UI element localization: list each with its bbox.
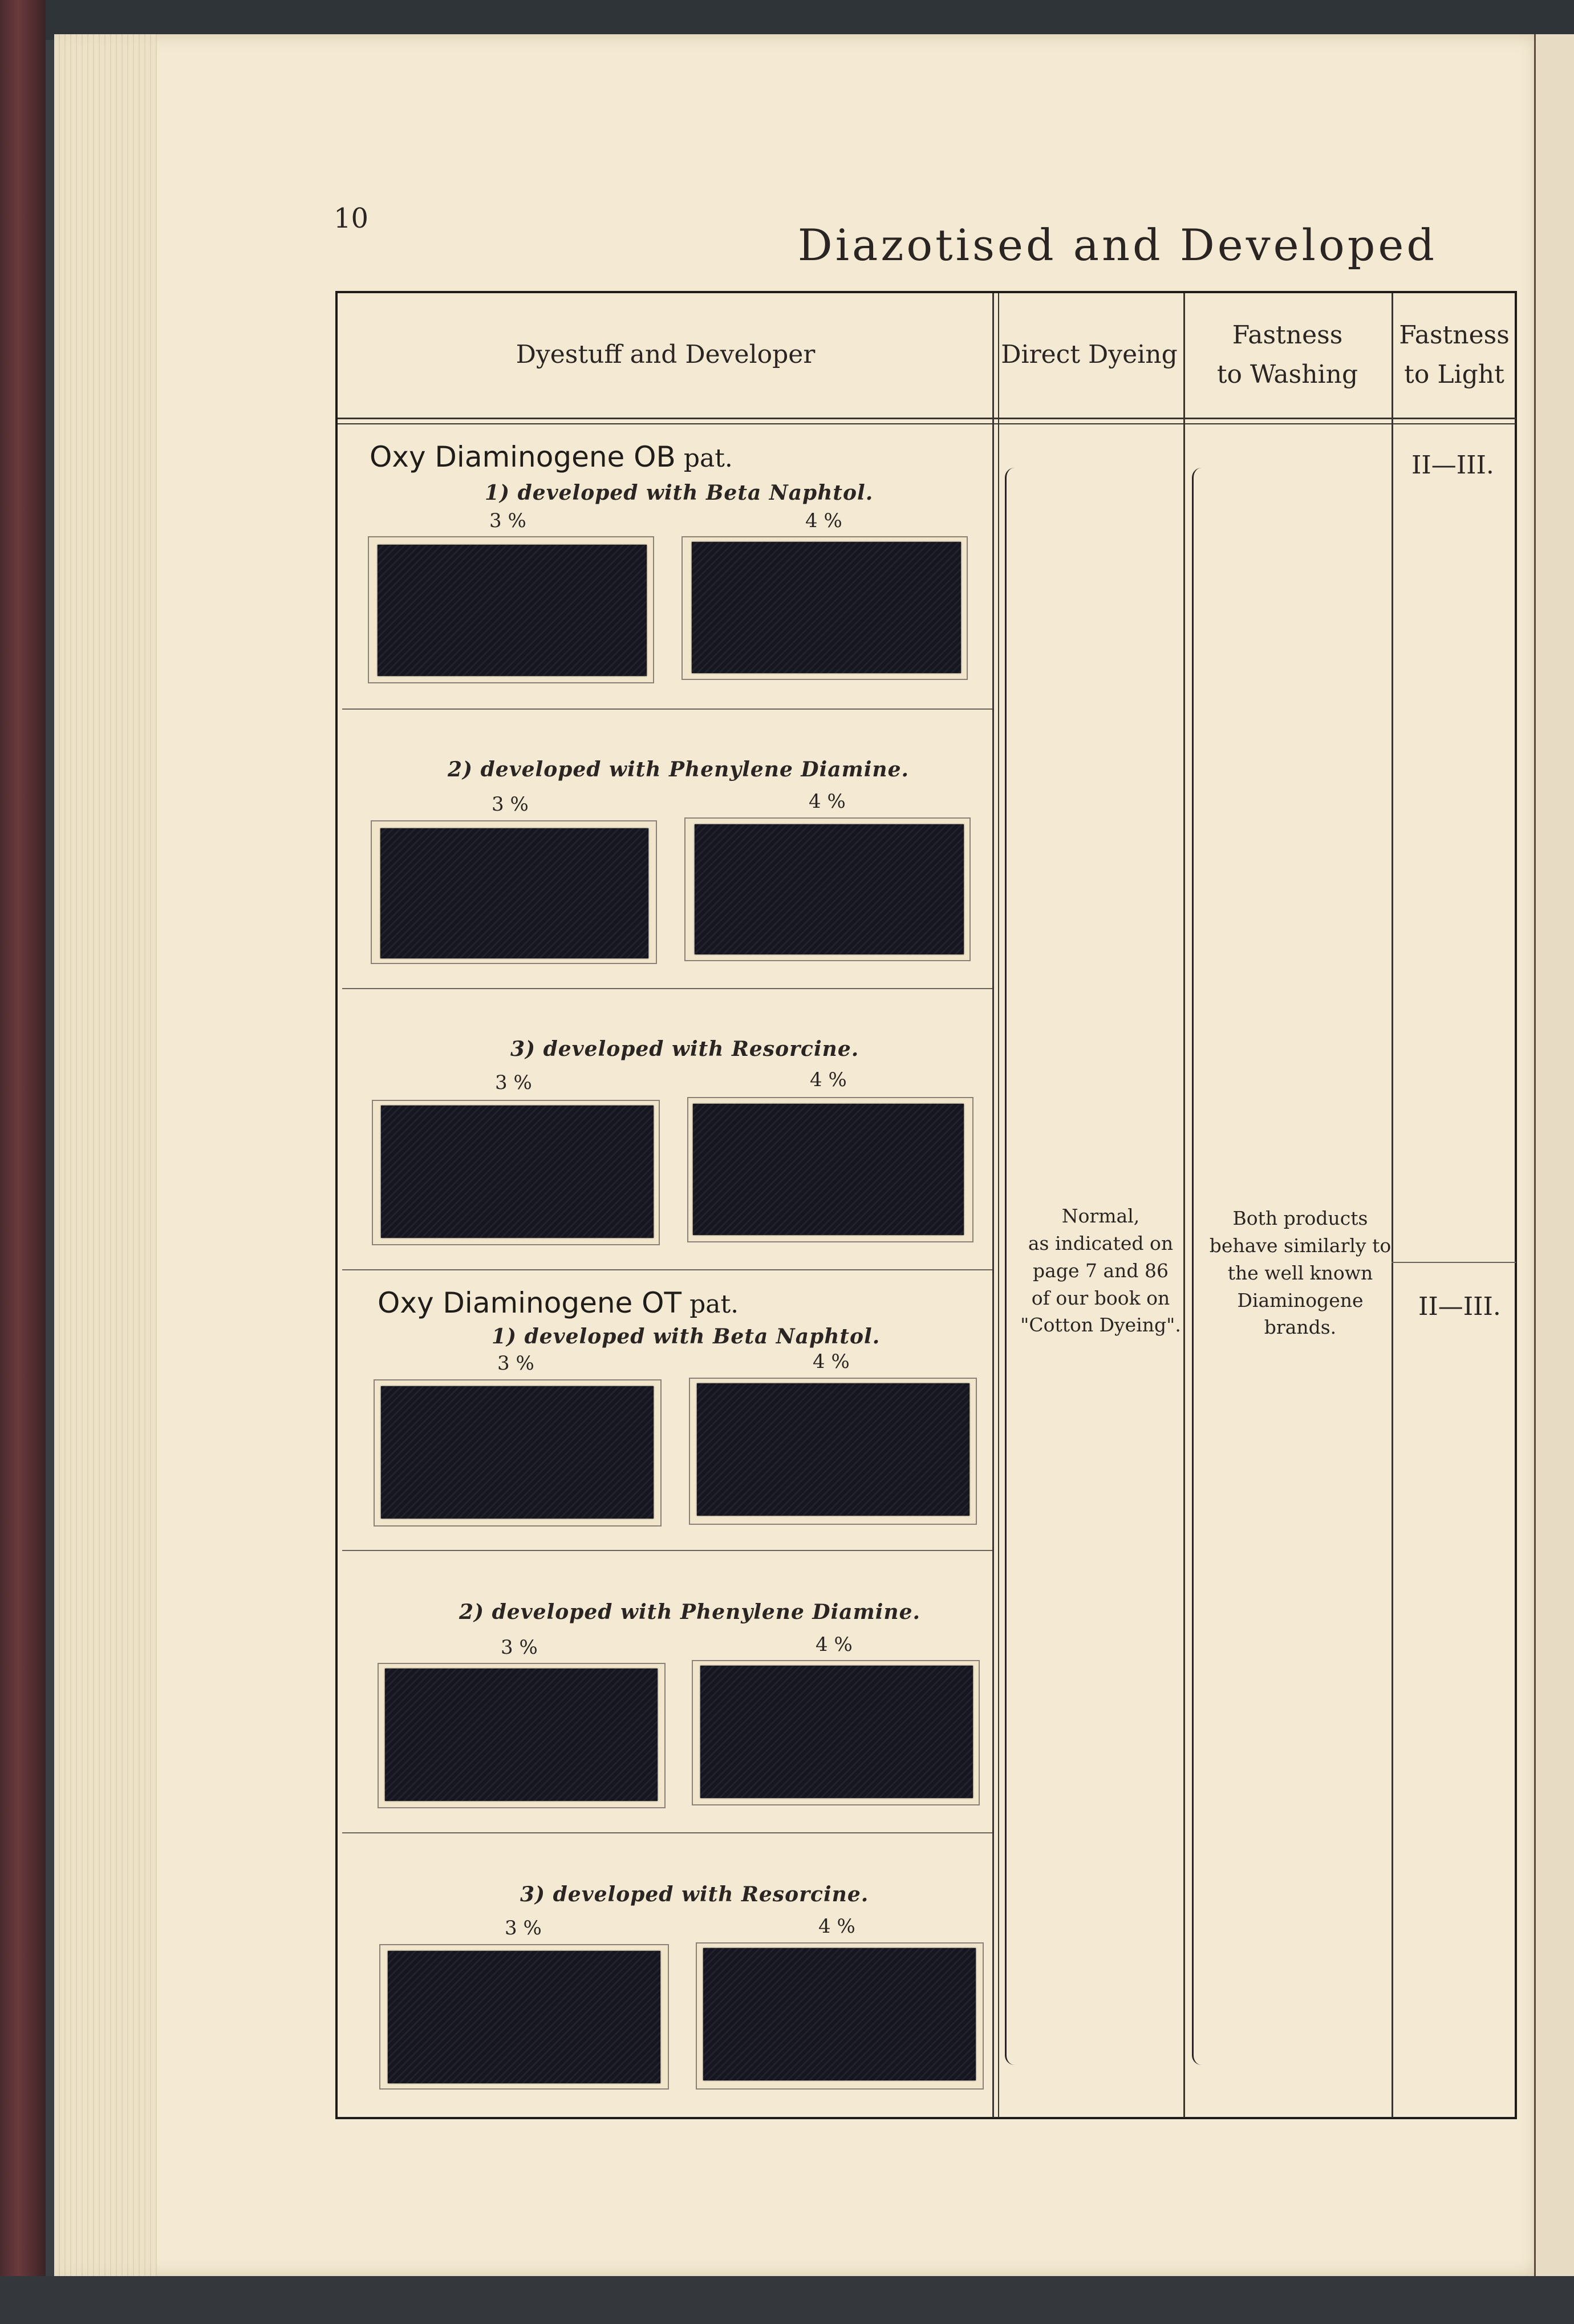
percent-label: 4 %: [805, 509, 842, 532]
page-title: Diazotised and Developed: [797, 220, 1437, 270]
fabric-swatch: [378, 545, 647, 676]
product-name: [378, 1286, 739, 1319]
brace-direct: [1005, 468, 1015, 2065]
fabric-swatch: [692, 542, 961, 673]
fabric-swatch: [380, 828, 648, 958]
developer-label: 3) developed with Resorcine.: [510, 1037, 859, 1061]
fabric-swatch: [388, 1951, 660, 2083]
fabric-swatch: [693, 1104, 964, 1235]
developer-label: 3) developed with Resorcine.: [520, 1882, 869, 1906]
section-divider: [342, 1832, 992, 1833]
header-dyestuff: Dyestuff and Developer: [516, 340, 816, 370]
light-fastness-ob: II—III.: [1411, 451, 1494, 480]
fabric-swatch: [695, 824, 964, 954]
fabric-swatch: [697, 1383, 969, 1516]
percent-label: 4 %: [816, 1633, 853, 1656]
direct-dyeing-note: Normal, as indicated on page 7 and 86 of our book on "Cotton Dyeing".: [1020, 1205, 1181, 1337]
page-edges: [54, 34, 157, 2276]
fabric-swatch: [700, 1666, 973, 1798]
page-number: 10: [334, 203, 369, 234]
product-name-text: Oxy Diaminogene OT: [378, 1286, 682, 1319]
developer-label: 1) developed with Beta Naphtol.: [492, 1325, 881, 1349]
developer-label: 2) developed with Phenylene Diamine.: [459, 1600, 921, 1624]
book-background-bottom: [0, 2276, 1574, 2324]
developer-label: 1) developed with Beta Naphtol.: [485, 481, 874, 505]
brace-washing: [1192, 468, 1202, 2065]
patent-suffix: pat.: [683, 444, 733, 473]
light-row-divider: [1392, 1262, 1516, 1263]
percent-label: 3 %: [497, 1352, 534, 1375]
book-cover-left: [0, 0, 46, 2324]
product-name: [370, 440, 733, 473]
column-divider: [992, 293, 994, 2117]
section-divider: [342, 988, 992, 989]
fabric-swatch: [385, 1669, 658, 1801]
percent-label: 3 %: [495, 1071, 532, 1094]
header-direct-dyeing: Direct Dyeing: [1001, 340, 1178, 370]
light-fastness-ot: II—III.: [1418, 1292, 1501, 1321]
header-fastness-light: Fastness to Light: [1399, 321, 1510, 389]
percent-label: 3 %: [505, 1917, 542, 1940]
fabric-swatch: [703, 1948, 976, 2080]
header-fastness-washing: Fastness to Washing: [1216, 321, 1358, 389]
fabric-swatch: [381, 1106, 654, 1238]
percent-label: 4 %: [813, 1350, 850, 1373]
percent-label: 3 %: [492, 793, 529, 816]
percent-label: 4 %: [818, 1915, 855, 1938]
section-divider: [342, 708, 992, 710]
patent-suffix: pat.: [689, 1290, 739, 1319]
header-rule-double: [338, 423, 1516, 424]
section-divider: [342, 1269, 992, 1270]
percent-label: 3 %: [501, 1636, 538, 1659]
next-page-edge: [1534, 34, 1574, 2276]
fabric-swatch: [381, 1386, 654, 1519]
product-name-text: Oxy Diaminogene OB: [370, 440, 676, 473]
developer-label: 2) developed with Phenylene Diamine.: [448, 758, 910, 782]
column-divider: [998, 293, 999, 2117]
percent-label: 4 %: [809, 790, 846, 813]
header-rule: [338, 418, 1516, 419]
washing-note: Both products behave similarly to the well known Diaminogene brands.: [1209, 1207, 1392, 1339]
percent-label: 4 %: [810, 1068, 847, 1091]
percent-label: 3 %: [489, 509, 526, 532]
section-divider: [342, 1550, 992, 1551]
